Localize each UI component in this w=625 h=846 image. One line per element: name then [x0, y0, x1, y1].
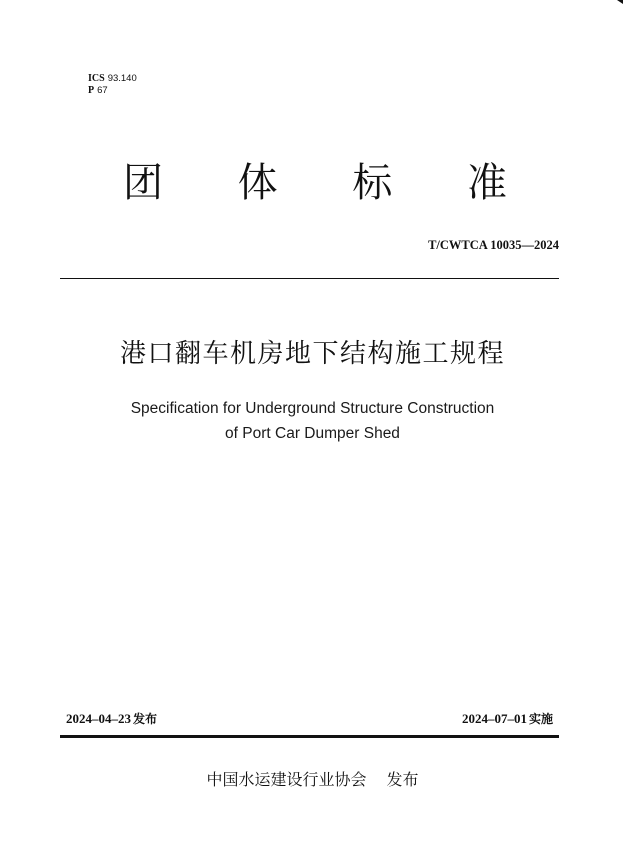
category-char-4: 准 [466, 160, 507, 206]
bottom-divider [60, 735, 559, 738]
corner-mark [617, 0, 623, 4]
publisher-name: 中国水运建设行业协会 [206, 770, 367, 789]
category-char-3: 标 [352, 160, 393, 206]
chinese-title: 港口翻车机房地下结构施工规程 [119, 339, 505, 369]
english-title-line-1: Specification for Underground Structure Construction [130, 400, 495, 417]
ccs-value: 67 [97, 85, 108, 96]
publisher-line [0, 767, 625, 790]
ccs-label: P [88, 85, 95, 96]
publisher-label: 发布 [386, 770, 419, 789]
standard-number: T/CWTCA 10035—2024 [428, 238, 559, 252]
implement-date-block [462, 710, 553, 727]
classification-codes [88, 73, 137, 97]
category-char-2: 体 [237, 160, 278, 206]
ics-code [88, 73, 137, 85]
english-title [0, 396, 625, 446]
implement-date: 2024–07–01 [461, 711, 527, 726]
issue-date: 2024–04–23 [66, 711, 131, 726]
english-title-line-2: of Port Car Dumper Shed [225, 425, 400, 442]
issue-date-block [66, 710, 157, 727]
category-char-1: 团 [123, 160, 163, 206]
ics-value: 93.140 [107, 73, 137, 84]
implement-label: 实施 [528, 712, 553, 726]
top-divider [60, 278, 559, 279]
category-title [120, 160, 510, 206]
ccs-code [88, 85, 137, 97]
issue-label: 发布 [133, 712, 158, 726]
ics-label: ICS [88, 73, 105, 84]
